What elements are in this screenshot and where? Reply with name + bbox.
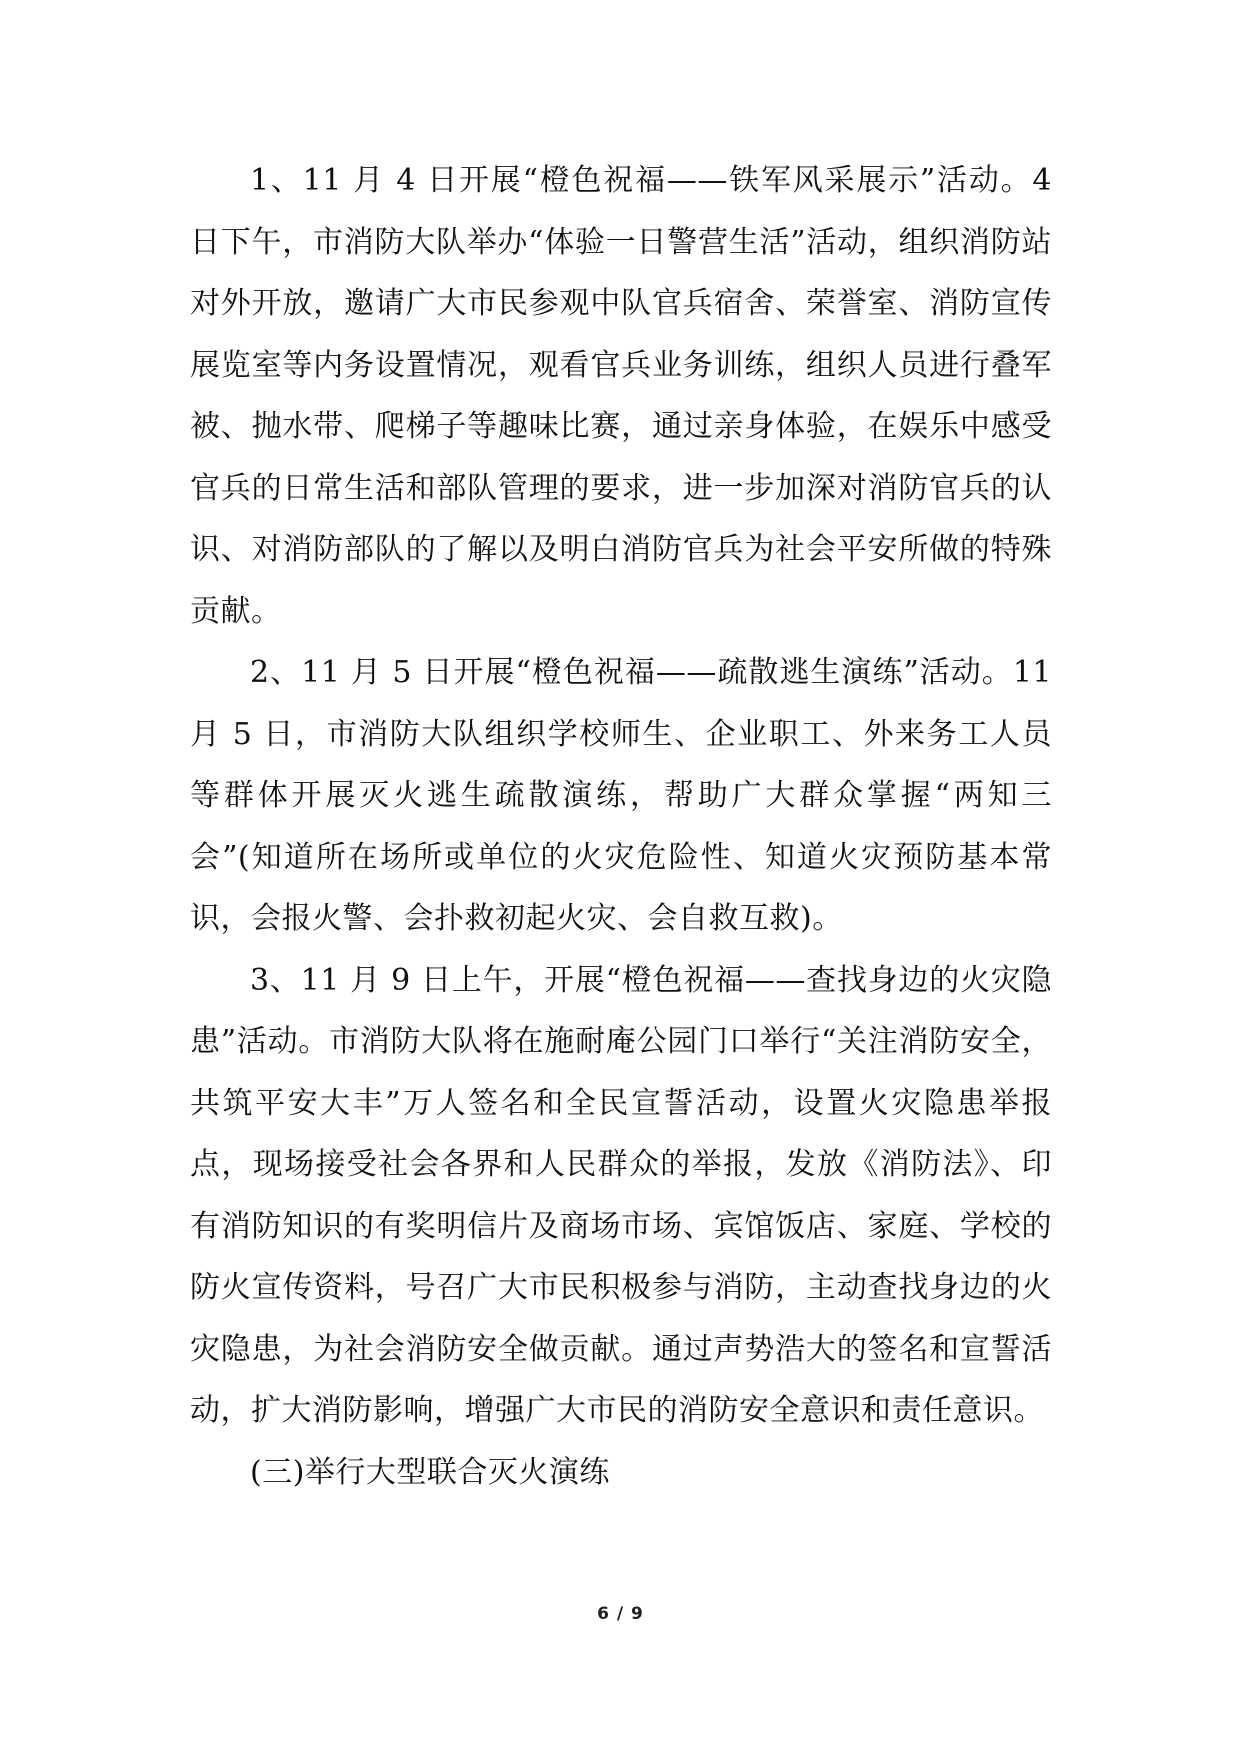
paragraph-3: 3、11 月 9 日上午，开展“橙色祝福——查找身边的火灾隐患”活动。市消防大队将在施耐庵公园门口举行“关注消防安全，共筑平安大丰”万人签名和全民宣誓活动，设置火灾隐患举报点，现场接受社会各界和人民群众的举报，发放《消防法》、印有消防知识的有奖明信片及商场市场、宾馆饭店、家庭、学校的防火宣传资料，号召广大市民积极参与消防，主动查找身边的火灾隐患，为社会消防安全做贡献。通过声势浩大的签名和宣誓活动，扩大消防影响，增强广大市民的消防安全意识和责任意识。 (190, 962, 1052, 1428)
document-body (190, 150, 1052, 1503)
page-number: 6 / 9 (597, 1604, 644, 1624)
paragraph-2: 2、11 月 5 日开展“橙色祝福——疏散逃生演练”活动。11 月 5 日，市消防大队组织学校师生、企业职工、外来务工人员等群体开展灭火逃生疏散演练，帮助广大群众掌握“两知三会”(知道所在场所或单位的火灾危险性、知道火灾预防基本常识，会报火警、会扑救初起火灾、会自救互救)。 (190, 655, 1052, 936)
paragraph-1: 1、11 月 4 日开展“橙色祝福——铁军风采展示”活动。4 日下午，市消防大队举办“体验一日警营生活”活动，组织消防站对外开放，邀请广大市民参观中队官兵宿舍、荣誉室、消防宣传展览室等内务设置情况，观看官兵业务训练，组织人员进行叠军被、抛水带、爬梯子等趣味比赛，通过亲身体验，在娱乐中感受官兵的日常生活和部队管理的要求，进一步加深对消防官兵的认识、对消防部队的了解以及明白消防官兵为社会平安所做的特殊贡献。 (190, 163, 1052, 629)
section-heading: (三)举行大型联合灭火演练 (250, 1454, 610, 1490)
